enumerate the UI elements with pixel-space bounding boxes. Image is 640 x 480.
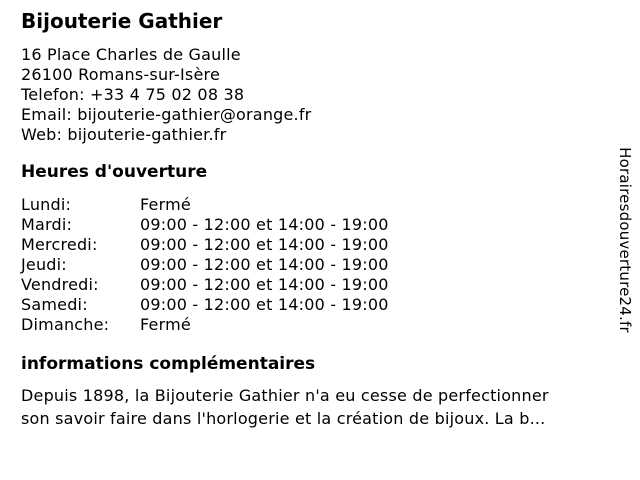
page-title: Bijouterie Gathier <box>21 9 223 33</box>
watermark-site-link[interactable]: Horairesdouverture24.fr <box>616 147 634 333</box>
day-hours: 09:00 - 12:00 et 14:00 - 19:00 <box>140 215 389 234</box>
address-line-1: 16 Place Charles de Gaulle <box>21 45 241 64</box>
hours-row-mercredi <box>21 235 640 255</box>
info-heading: informations complémentaires <box>21 354 316 374</box>
hours-row-dimanche <box>21 315 640 335</box>
hours-table <box>21 195 640 335</box>
day-label: Dimanche: <box>21 315 110 334</box>
day-hours: 09:00 - 12:00 et 14:00 - 19:00 <box>140 295 389 314</box>
day-label: Mardi: <box>21 215 73 234</box>
hours-row-lundi <box>21 195 640 215</box>
day-label: Lundi: <box>21 195 72 214</box>
info-paragraph-line-1: Depuis 1898, la Bijouterie Gathier n'a eu cesse de perfectionner <box>21 386 549 405</box>
hours-row-vendredi <box>21 275 640 295</box>
hours-row-mardi <box>21 215 640 235</box>
day-label: Samedi: <box>21 295 88 314</box>
day-hours: 09:00 - 12:00 et 14:00 - 19:00 <box>140 235 389 254</box>
day-hours: Fermé <box>140 195 191 214</box>
web-line: Web: bijouterie-gathier.fr <box>21 125 227 144</box>
contact-block <box>21 45 640 145</box>
address-line-2: 26100 Romans-sur-Isère <box>21 65 220 84</box>
day-hours: Fermé <box>140 315 191 334</box>
day-hours: 09:00 - 12:00 et 14:00 - 19:00 <box>140 275 389 294</box>
day-label: Mercredi: <box>21 235 98 254</box>
info-paragraph <box>21 384 640 430</box>
hours-row-jeudi <box>21 255 640 275</box>
info-paragraph-line-2: son savoir faire dans l'horlogerie et la création de bijoux. La b... <box>21 409 546 428</box>
hours-row-samedi <box>21 295 640 315</box>
phone-line: Telefon: +33 4 75 02 08 38 <box>21 85 245 104</box>
email-line: Email: bijouterie-gathier@orange.fr <box>21 105 312 124</box>
hours-heading: Heures d'ouverture <box>21 162 208 182</box>
day-hours: 09:00 - 12:00 et 14:00 - 19:00 <box>140 255 389 274</box>
day-label: Vendredi: <box>21 275 99 294</box>
day-label: Jeudi: <box>21 255 67 274</box>
